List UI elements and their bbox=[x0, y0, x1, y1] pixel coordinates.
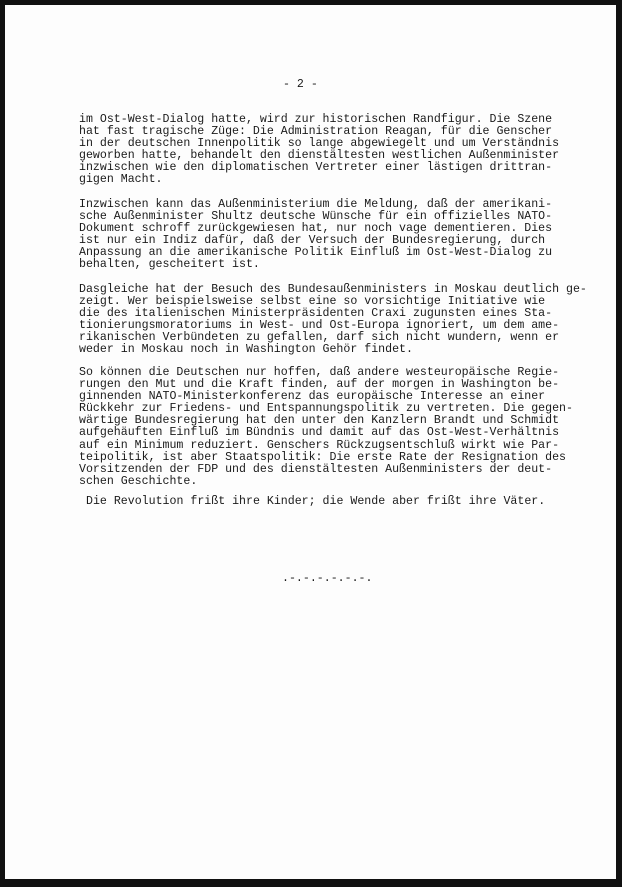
scan-border-left bbox=[0, 0, 5, 887]
paragraph-3: Dasgleiche hat der Besuch des Bundesaußenministers in Moskau deutlich ge- zeigt. Wer beispielsweise selbst eine so vorsichtige Initiative wie die des italienischen Ministerpräsidenten Craxi zugunsten eines Sta- tionierungsmoratoriums in West- und Ost-Europa ignoriert, um dem ame- rikanischen Verbündeten zu gefallen, darf sich nicht wundern, wenn er weder in Moskau noch in Washington Gehör findet. bbox=[79, 283, 587, 357]
paragraph-4: So können die Deutschen nur hoffen, daß andere westeuropäische Regie- rungen den Mut und die Kraft finden, auf der morgen in Washington be- ginnenden NATO-Ministerkonferenz das europäische Interesse an einer Rückkehr zur Friedens- und Entspannungspolitik zu vertreten. Die gegen- wärtige Bundesregierung hat den unter den Kanzlern Brandt und Schmidt aufgehäuften Einfluß im Bündnis und damit auf das Ost-West-Verhältnis auf ein Minimum reduziert. Genschers Rückzugsentschluß wirkt wie Par- teipolitik, ist aber Staatspolitik: Die erste Rate der Resignation des Vorsitzenden der FDP und des dienstältesten Außenministers der deut- schen Geschichte. bbox=[79, 366, 573, 488]
page-number: - 2 - bbox=[283, 78, 318, 91]
closing-sentence: Die Revolution frißt ihre Kinder; die Wende aber frißt ihre Väter. bbox=[86, 495, 546, 508]
end-mark: .-.-.-.-.-.-. bbox=[282, 572, 373, 585]
paragraph-2: Inzwischen kann das Außenministerium die Meldung, daß der amerikani- sche Außenminister Shultz deutsche Wünsche für ein offizielles NATO- Dokument schroff zurückgewiesen hat, nur noch vage dementieren. Dies ist nur ein Indiz dafür, daß der Versuch der Bundesregierung, durch Anpassung an die amerikanische Politik Einfluß im Ost-West-Dialog zu behalten, gescheitert ist. bbox=[79, 198, 553, 272]
scan-border-top bbox=[0, 0, 622, 5]
paragraph-1: im Ost-West-Dialog hatte, wird zur historischen Randfigur. Die Szene hat fast tragische Züge: Die Administration Reagan, für die Genscher in der deutschen Innenpolitik so lange abgewiegelt und um Verständnis geworben hatte, behandelt den dienstältesten westlichen Außenminister inzwischen wie den diplomatischen Vertreter einer lästigen drittran- gigen Macht. bbox=[79, 113, 560, 187]
scan-border-right bbox=[616, 0, 622, 887]
scan-border-bottom bbox=[0, 879, 622, 887]
